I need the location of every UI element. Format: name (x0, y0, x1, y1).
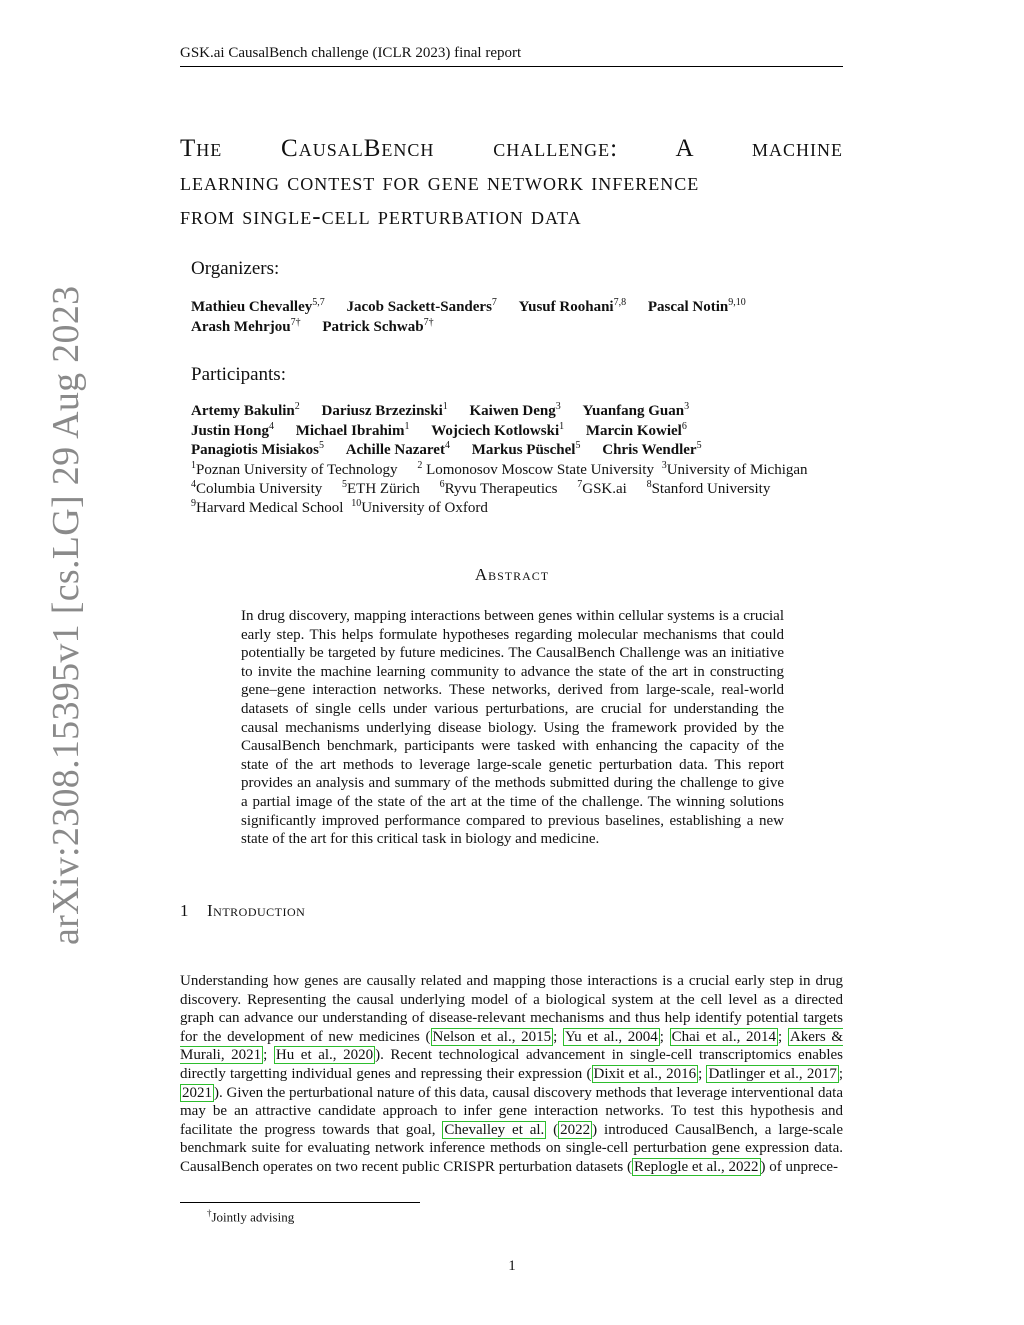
author: Kaiwen Deng$^3$ (469, 401, 561, 419)
affiliations-row-3 (191, 498, 504, 517)
organizers-row-2 (191, 317, 452, 336)
citation-link[interactable]: Dixit et al., 2016 (593, 1065, 697, 1082)
citation-link[interactable]: Hu et al., 2020 (275, 1047, 374, 1064)
affiliation: $^8$Stanford University (646, 479, 771, 497)
affiliation: $^7$GSK.ai (577, 479, 627, 497)
organizers-label: Organizers: (191, 258, 280, 279)
affiliation: $^9$Harvard Medical School (191, 498, 344, 516)
author: Markus Püschel$^5$ (471, 440, 581, 458)
citation-link[interactable]: Chai et al., 2014 (671, 1028, 777, 1045)
author: Achille Nazaret$^4$ (345, 440, 450, 458)
participants-row-1 (191, 401, 707, 420)
header-rule (180, 66, 843, 67)
affiliation: $^5$ETH Zürich (342, 479, 420, 497)
citation-link[interactable]: Yu et al., 2004 (564, 1028, 658, 1045)
author: Pascal Notin$^{9,10}$ (647, 297, 746, 315)
title-line-3: from single-cell perturbation data (180, 203, 582, 230)
affiliations-row-2 (191, 479, 786, 498)
author: Mathieu Chevalley$^{5,7}$ (191, 297, 325, 315)
introduction-paragraph: Understanding how genes are causally related and mapping those interactions is a crucial early step in drug discovery. Representing the causal underlying model of a biological system at the cell level as a directed graph can advance our understanding of disease-relevant mechanisms and thus help identify potential targets for the development of new medicines ( Nelson et al., 2015 ; Yu et al., 2004 ; Chai et al., 2014 ; Akers & Murali, 2021 ; Hu et al., 2020 ). Recent technological advancement in single-cell transcriptomics enables directly targetting individual genes and repressing their expression ( Dixit et al., 2016 ; Datlinger et al., 2017 ; 2021 ). Given the perturbational nature of this data, causal discovery methods that leverage interventional data may be an attractive candidate approach to infer gene interaction networks. To test this hypothesis and facilitate the progress towards that goal, Chevalley et al. ( 2022 ) introduced CausalBench, a large-scale benchmark suite for evaluating network inference methods on single-cell perturbation gene expression data. CausalBench operates on two recent public CRISPR perturbation datasets ( Replogle et al., 2022 ) of unprece- (180, 973, 844, 1175)
citation-link[interactable]: Akers & Murali, 2021 (180, 1028, 844, 1064)
section-title: Introduction (207, 901, 306, 920)
title-line-1: The CausalBench challenge: A machine (180, 135, 843, 162)
participants-row-2 (191, 421, 705, 440)
affiliation: $^6$Ryvu Therapeutics (439, 479, 558, 497)
author: Artemy Bakulin$^2$ (191, 401, 300, 419)
affiliations-row-1 (191, 460, 824, 479)
citation-link[interactable]: Chevalley et al. (444, 1121, 545, 1138)
section-heading-introduction (180, 901, 305, 921)
author: Yusuf Roohani$^{7,8}$ (518, 297, 627, 315)
footnote-rule (180, 1202, 420, 1203)
affiliation: $^4$Columbia University (191, 479, 323, 497)
participants-row-3 (191, 440, 720, 459)
affiliation: $^1$Poznan University of Technology (191, 460, 398, 478)
section-number: 1 (180, 901, 189, 920)
participants-label: Participants: (191, 364, 286, 385)
page-number: 1 (508, 1258, 516, 1274)
organizers-row-1 (191, 297, 764, 316)
abstract-text: In drug discovery, mapping interactions between genes within cellular systems is a crucial early step. This helps formulate hypotheses regarding molecular mechanisms that could potentially be targeted by future medicines. The CausalBench Challenge was an initiative to invite the machine learning community to advance the state of the art in constructing gene–gene interaction networks. These networks, derived from large-scale, real-world datasets of single cells under various perturbations, are crucial for understanding the causal mechanisms underlying disease biology. Using the framework provided by the CausalBench benchmark, participants were tasked with enhancing the capacity of the state of the art methods to leverage large-scale genetic perturbation data. This report provides an analysis and summary of the methods submitted during the challenge to give a partial image of the state of the art at the time of the challenge. The winning solutions significantly improved performance compared to previous baselines, establishing a new state of the art for this critical task in biology and medicine. (241, 608, 784, 848)
affiliation: $^3$University of Michigan (661, 460, 808, 478)
author: Chris Wendler$^5$ (602, 440, 702, 458)
author: Arash Mehrjou$^{7\dagger}$ (191, 317, 301, 335)
author: Dariusz Brzezinski$^1$ (321, 401, 448, 419)
citation-link[interactable]: 2022 (560, 1121, 591, 1138)
author: Michael Ibrahim$^1$ (295, 421, 410, 439)
citation-link[interactable]: 2021 (182, 1084, 212, 1101)
abstract-heading: Abstract (474, 565, 550, 584)
running-header: GSK.ai CausalBench challenge (ICLR 2023) final report (180, 45, 522, 61)
author: Patrick Schwab$^{7\dagger}$ (322, 317, 434, 335)
affiliation: $^2$ Lomonosov Moscow State University (417, 460, 654, 478)
citation-link[interactable]: Replogle et al., 2022 (633, 1158, 759, 1175)
author: Wojciech Kotlowski$^1$ (431, 421, 565, 439)
author: Marcin Kowiel$^6$ (585, 421, 687, 439)
arxiv-stamp: arXiv:2308.15395v1 [cs.LG] 29 Aug 2023 (45, 285, 87, 945)
author: Jacob Sackett-Sanders$^7$ (346, 297, 497, 315)
citation-link[interactable]: Nelson et al., 2015 (432, 1028, 552, 1045)
title-line-2: learning contest for gene network inference (180, 169, 700, 196)
footnote: †Jointly advising (207, 1208, 295, 1225)
affiliation: $^{10}$University of Oxford (351, 498, 488, 516)
author: Panagiotis Misiakos$^5$ (191, 440, 324, 458)
citation-link[interactable]: Datlinger et al., 2017 (708, 1065, 837, 1082)
author: Justin Hong$^4$ (191, 421, 274, 439)
author: Yuanfang Guan$^3$ (582, 401, 690, 419)
